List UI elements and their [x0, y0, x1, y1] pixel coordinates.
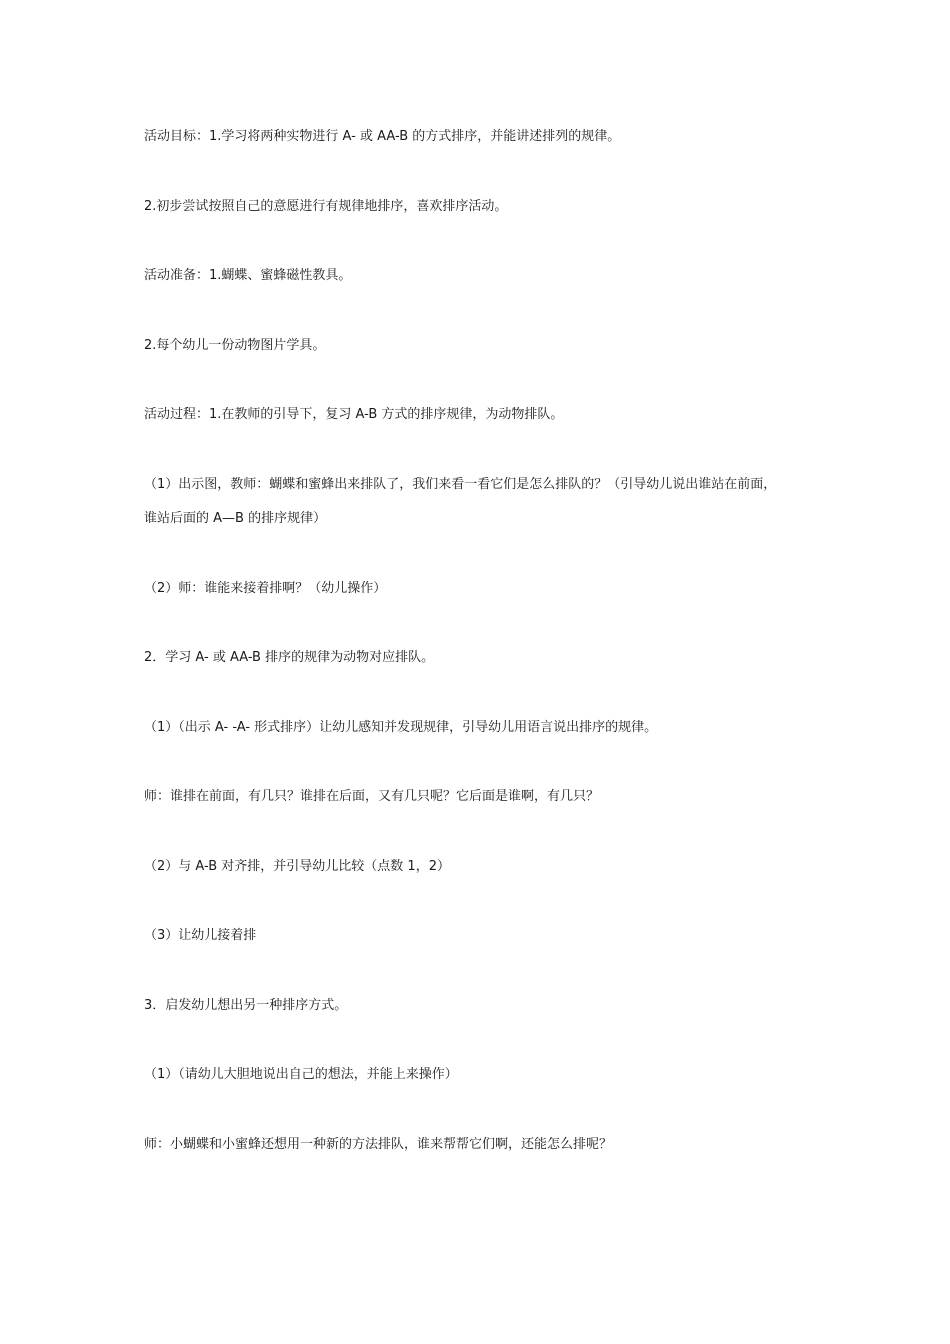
text-line: 3．启发幼儿想出另一种排序方式。	[144, 998, 348, 1013]
text-line: 活动目标：1.学习将两种实物进行 A- 或 AA-B 的方式排序，并能讲述排列的规律。	[144, 129, 621, 144]
process-paragraph-1	[144, 398, 816, 432]
text-line: 2.每个幼儿一份动物图片学具。	[144, 338, 326, 353]
process-step-1-1	[144, 468, 816, 536]
text-line: 师：谁排在前面，有几只？谁排在后面，又有几只呢？它后面是谁啊，有几只？	[144, 789, 600, 804]
text-line: 师：小蝴蝶和小蜜蜂还想用一种新的方法排队，谁来帮帮它们啊，还能怎么排呢？	[144, 1137, 613, 1152]
process-step-1-2	[144, 572, 816, 606]
process-step-3	[144, 989, 816, 1023]
teacher-question-2	[144, 1128, 816, 1162]
text-line: （3）让幼儿接着排	[144, 928, 257, 943]
process-step-2	[144, 641, 816, 675]
goal-paragraph-2	[144, 190, 816, 224]
preparation-paragraph-2	[144, 329, 816, 363]
text-line: 活动准备：1.蝴蝶、蜜蜂磁性教具。	[144, 268, 352, 283]
text-line: （2）与 A-B 对齐排，并引导幼儿比较（点数 1，2）	[144, 859, 450, 874]
text-line: 活动过程：1.在教师的引导下，复习 A-B 方式的排序规律，为动物排队。	[144, 407, 564, 422]
text-line: （1）出示图，教师：蝴蝶和蜜蜂出来排队了，我们来看一看它们是怎么排队的？（引导幼儿说出谁站在前面，	[144, 477, 777, 492]
teacher-question-1	[144, 780, 816, 814]
text-line: （1）（出示 A- -A- 形式排序）让幼儿感知并发现规律，引导幼儿用语言说出排序的规律。	[144, 720, 658, 735]
process-step-2-3	[144, 919, 816, 953]
process-step-2-1	[144, 711, 816, 745]
goal-paragraph-1	[144, 120, 816, 154]
text-line: 2．学习 A- 或 AA-B 排序的规律为动物对应排队。	[144, 650, 435, 665]
text-line: （1）（请幼儿大胆地说出自己的想法，并能上来操作）	[144, 1067, 458, 1082]
process-step-2-2	[144, 850, 816, 884]
preparation-paragraph-1	[144, 259, 816, 293]
process-step-3-1	[144, 1058, 816, 1092]
text-line: （2）师：谁能来接着排啊？（幼儿操作）	[144, 581, 387, 596]
text-line: 2.初步尝试按照自己的意愿进行有规律地排序，喜欢排序活动。	[144, 199, 508, 214]
text-line: 谁站后面的 A—B 的排序规律）	[144, 511, 327, 526]
